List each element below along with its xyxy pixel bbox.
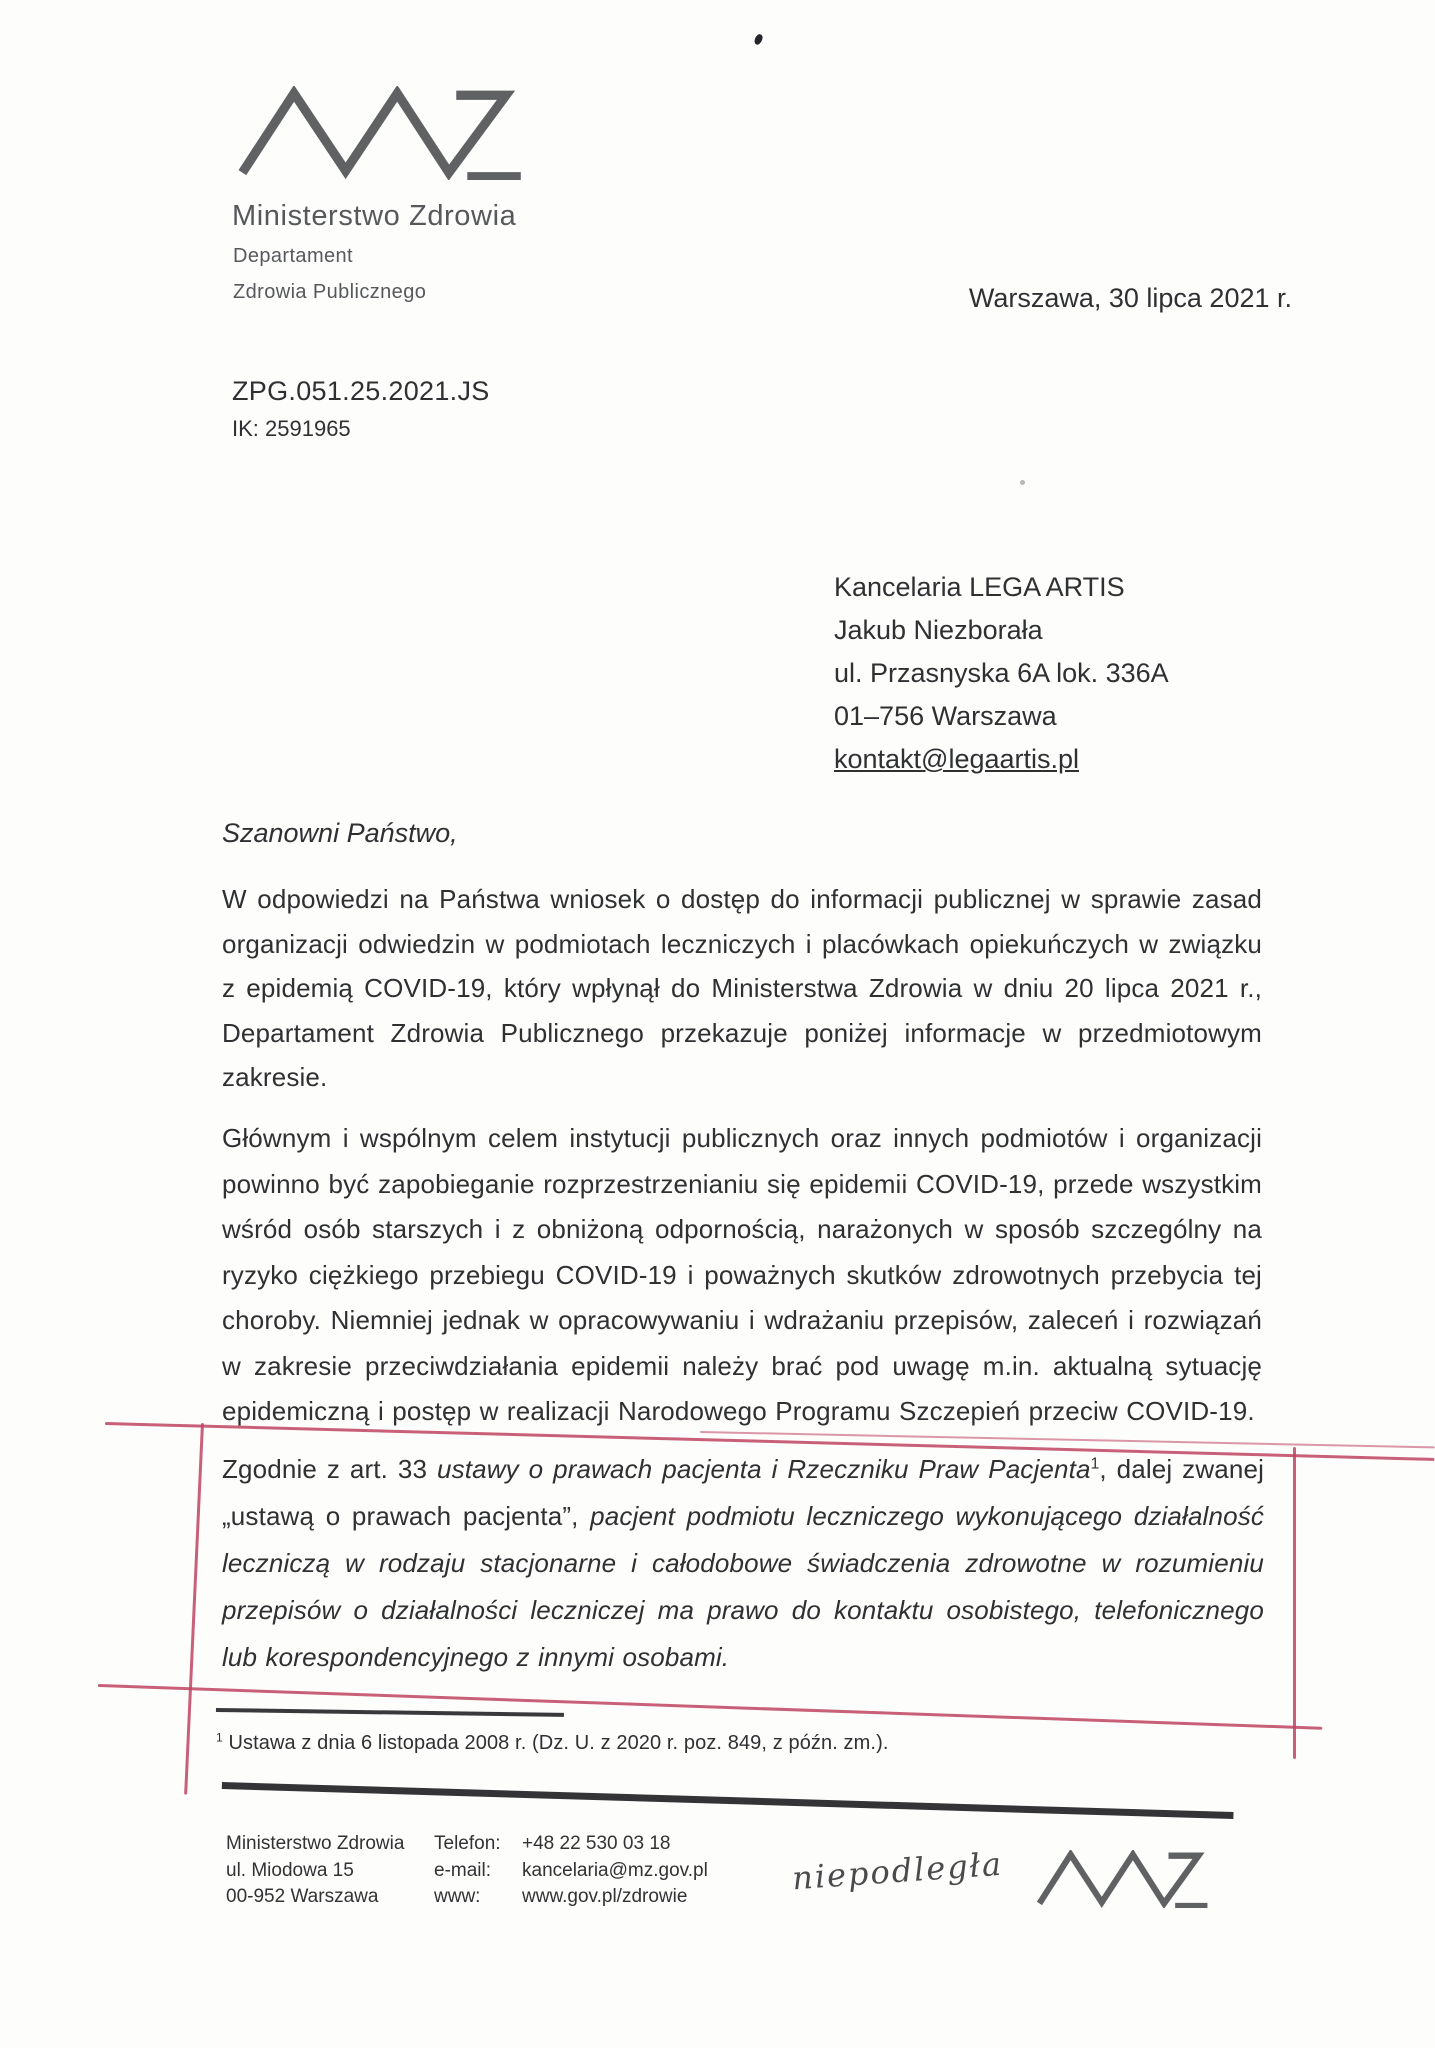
scan-speck <box>753 33 763 46</box>
footnote-text: Ustawa z dnia 6 listopada 2008 r. (Dz. U. z 2020 r. poz. 849, z późn. zm.). <box>222 1732 889 1754</box>
footer-contact-labels <box>434 1831 501 1911</box>
mz-logo-icon <box>235 86 530 180</box>
recipient-name: Kancelaria LEGA ARTIS <box>834 572 1125 602</box>
body-paragraph-1: W odpowiedzi na Państwa wniosek o dostęp do informacji publicznej w sprawie zasad organizacji odwiedzin w podmiotach leczniczych i placówkach opiekuńczych w związku z epidemią COVID-19, który wpłynął do Ministerstwa Zdrowia w dniu 20 lipca 2021 r., Departament Zdrowia Publicznego przekazuje poniżej informacje w przedmiotowym zakresie. <box>222 884 1262 1092</box>
red-pen-bottom-line <box>98 1684 1322 1730</box>
footer-address-line2: ul. Miodowa 15 <box>226 1859 354 1881</box>
scan-speck-faint <box>1020 480 1025 485</box>
case-number: IK: 2591965 <box>232 416 351 441</box>
recipient-street: ul. Przasnyska 6A lok. 336A <box>834 658 1169 688</box>
niepodlegla-script-logo: niepodległa <box>790 1844 1005 1898</box>
footer-email-value: kancelaria@mz.gov.pl <box>522 1859 708 1881</box>
red-pen-left-vertical-line <box>184 1423 204 1795</box>
footnote <box>216 1732 1176 1755</box>
footer-email-label: e-mail: <box>434 1859 492 1881</box>
footer-phone-label: Telefon: <box>434 1833 501 1854</box>
letterhead-ministry-name: Ministerstwo Zdrowia <box>232 200 517 232</box>
footer-contact-values <box>522 1831 708 1911</box>
recipient-block <box>834 566 1169 781</box>
footnote-marker: 1 <box>216 1730 223 1745</box>
recipient-city: 01–756 Warszawa <box>834 701 1057 731</box>
quote-paragraph: Zgodnie z art. 33 ustawy o prawach pacjenta i Rzeczniku Praw Pacjenta$^1$, dalej zwanej „ustawą o prawach pacjenta”, pacjent podmiotu leczniczego wykonującego działalność leczniczą w rodzaju stacjonarne i całodobowe świadczenia zdrowotne w rozumieniu przepisów o działalności leczniczej ma prawo do kontaktu osobistego, telefonicznego lub korespondencyjnego z innymi osobami. <box>222 1454 1265 1672</box>
footer-phone-value: +48 22 530 03 18 <box>522 1833 671 1854</box>
red-pen-right-vertical-line <box>1293 1447 1296 1759</box>
footer-www-value: www.gov.pl/zdrowie <box>522 1886 688 1907</box>
letterhead-department-line1: Departament <box>233 245 354 267</box>
reference-number: ZPG.051.25.2021.JS <box>232 376 490 406</box>
body-paragraph-2: Głównym i wspólnym celem instytucji publicznych oraz innych podmiotów i organizacji powinno być zapobieganie rozprzestrzenianiu się epidemii COVID-19, przede wszystkim wśród osób starszych i z obniżoną odpornością, narażonych w sposób szczególny na ryzyko ciężkiego przebiegu COVID-19 i poważnych skutków zdrowotnych przebycia tej choroby. Niemniej jednak w opracowywaniu i wdrażaniu przepisów, zaleceń i rozwiązań w zakresie przeciwdziałania epidemii należy brać pod uwagę m.in. aktualną sytuację epidemiczną i postęp w realizacji Narodowego Programu Szczepień przeciw COVID-19. <box>222 1123 1262 1426</box>
mz-logo-footer-icon <box>1035 1850 1213 1908</box>
letterhead-department-line2: Zdrowia Publicznego <box>233 281 427 303</box>
footer-www-label: www: <box>434 1886 481 1907</box>
recipient-person: Jakub Niezborała <box>834 615 1043 645</box>
footer-address-line1: Ministerstwo Zdrowia <box>226 1833 405 1854</box>
recipient-email-link[interactable]: kontakt@legaartis.pl <box>834 744 1080 774</box>
place-date: Warszawa, 30 lipca 2021 r. <box>968 283 1292 313</box>
salutation: Szanowni Państwo, <box>222 818 458 848</box>
footnote-separator-rule <box>216 1708 564 1717</box>
footer-address <box>226 1831 404 1911</box>
footer-separator-rule <box>222 1782 1234 1819</box>
footer-address-line3: 00-952 Warszawa <box>226 1886 379 1907</box>
letterhead-department <box>233 238 426 310</box>
